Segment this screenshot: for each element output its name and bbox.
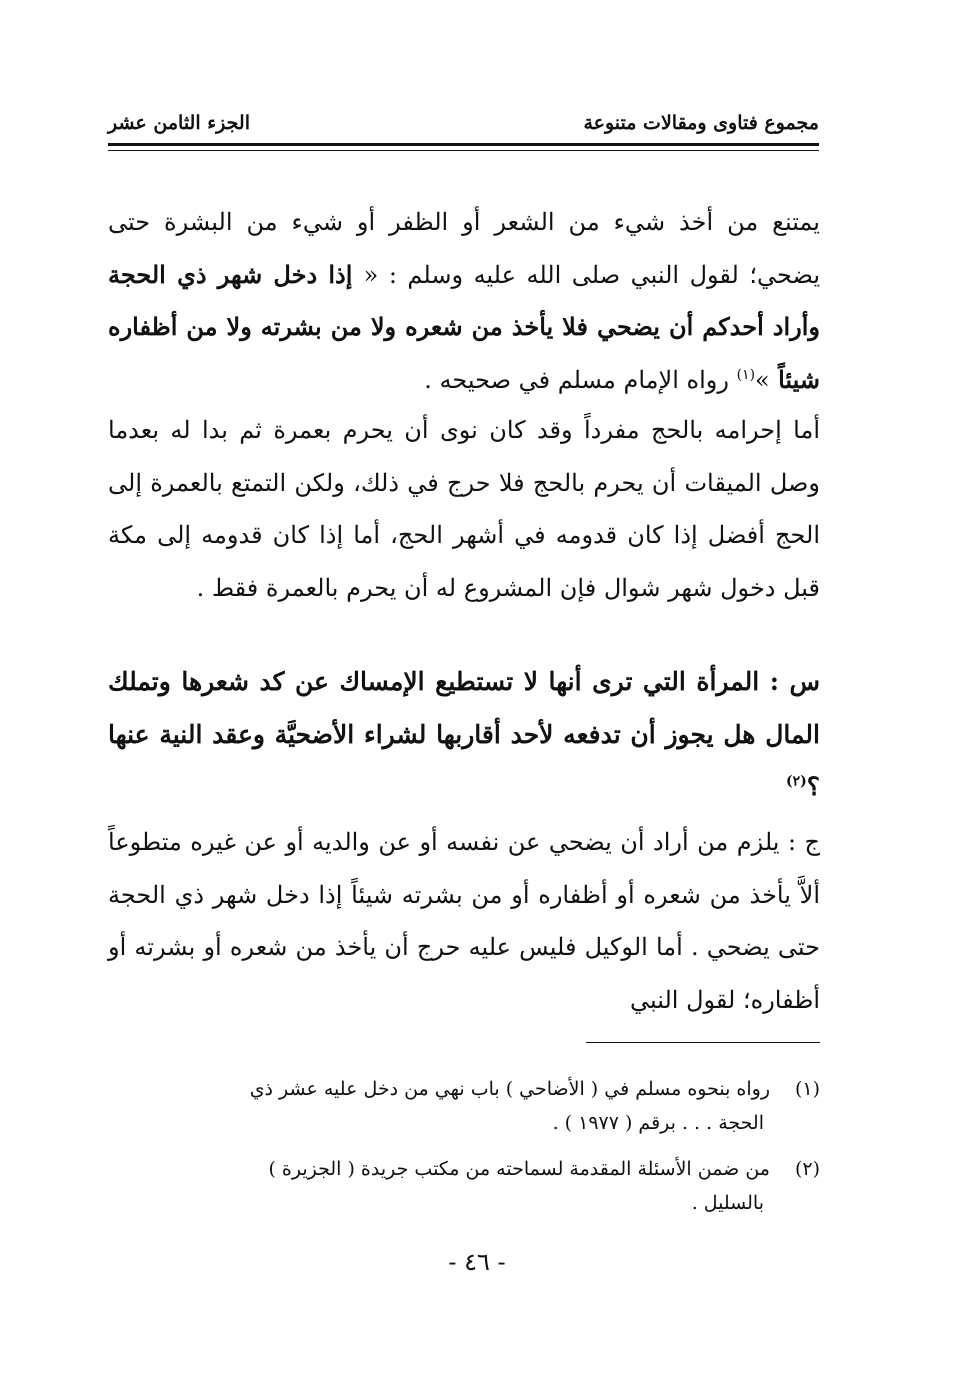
footnote-text-continued: الحجة . . . برقم ( ١٩٧٧ ) . [552,1112,764,1134]
paragraph-ihram: أما إحرامه بالحج مفرداً وقد كان نوى أن يحرم بعمرة ثم بدا له بعدما وصل الميقات أن يحرم بالحج فلا حرج في ذلك، ولكن التمتع بالعمرة إلى الحج أفضل إذا كان قدومه في أشهر الحج، أما إذا كان قدومه إلى مكة قبل دخول شهر شوال فإن المشروع له أن يحرم بالعمرة فقط . [108,416,820,602]
question-text: س : المرأة التي ترى أنها لا تستطيع الإمساك عن كد شعرها وتملك المال هل يجوز أن تدفعه لأحد أقاربها لشراء الأضحيَّة وعقد النية عنها ؟ [108,667,820,801]
footnote-text: رواه بنحوه مسلم في ( الأضاحي ) باب نهي من دخل عليه عشر ذي [249,1078,770,1100]
answer-block: ج : يلزم من أراد أن يضحي عن نفسه أو عن والديه أو عن غيره متطوعاً ألاَّ يأخذ من شعره أو أظفاره أو من بشرته شيئاً إذا دخل شهر ذي الحجة حتى يضحي . أما الوكيل فليس عليه حرج أن يأخذ من شعره أو بشرته أو أظفاره؛ لقول النبي [108,828,820,1014]
footnote-separator [586,1042,820,1043]
running-header-volume: الجزء الثامن عشر [108,112,250,134]
page-number: - ٤٦ - [448,1248,506,1276]
header-rule-thin [108,150,819,151]
hadith-quote: إذا دخل شهر ذي الحجة وأراد أحدكم أن يضحي فلا يأخذ من شعره ولا من بشرته ولا من أظفاره شيئاً [108,259,820,394]
footnote-1 [108,1072,820,1140]
header-rule-thick [108,143,819,146]
footnote-text: من ضمن الأسئلة المقدمة لسماحته من مكتب جريدة ( الجزيرة ) [268,1158,770,1180]
quote-close: » [755,365,770,394]
footnote-text-continued: بالسليل . [691,1192,764,1214]
paragraph-text: رواه الإمام مسلم في صحيحه . [424,365,737,394]
question-block [108,656,820,814]
footnote-number: (٢) [794,1158,820,1180]
footnote-number: (١) [794,1078,820,1100]
paragraph-text: يمتنع من أخذ شيء من الشعر أو الظفر أو شيء من البشرة حتى يضحي؛ لقول النبي صلى الله عليه وسلم : « [108,208,820,289]
footnote-ref-2[interactable]: (٢) [785,773,807,790]
paragraph-hadith [108,196,820,406]
footnote-2 [108,1152,820,1220]
running-header-title: مجموع فتاوى ومقالات متنوعة [583,112,819,134]
footnote-ref-1[interactable]: (١) [736,366,756,383]
